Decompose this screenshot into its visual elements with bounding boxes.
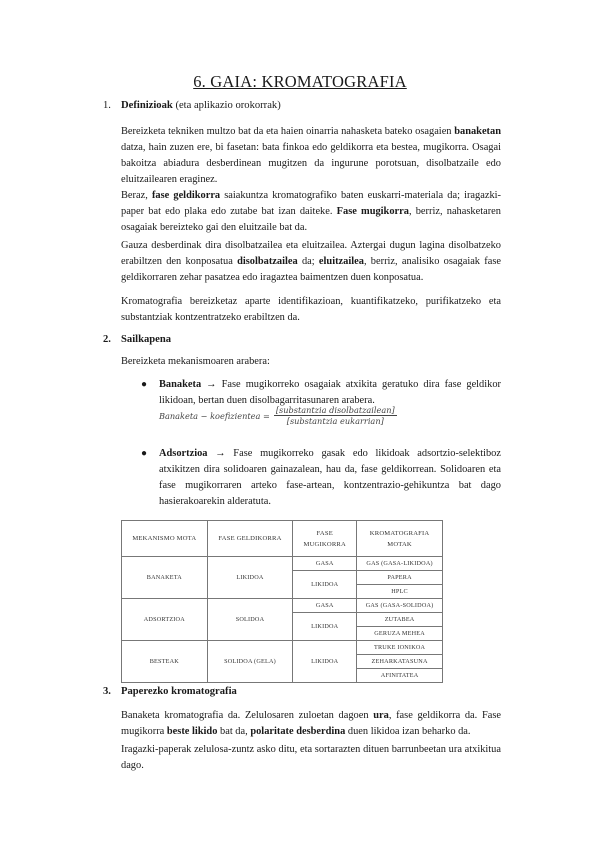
text-span: Banaketa kromatografia da. Zelulosaren zuloetan dagoen (121, 710, 374, 721)
section-2-number: 2. (103, 334, 111, 345)
bullet-dot: ● (141, 448, 148, 459)
text-span: , berriz, analisiko osagaiak fase geldikorraren zehar pasatzea edo iragaztea baimentzen duen konposatua. (121, 256, 501, 283)
table-cell: LIKIDOA (207, 557, 293, 599)
section-3-paragraph-2: Iragazki-paperak zelulosa-zuntz asko ditu, eta sortarazten dituen barrunbeetan ura atxikitua dago. (121, 744, 501, 771)
text-span: da; (297, 256, 319, 267)
table-cell: SOLIDOA (207, 599, 293, 641)
section-1-title: Definizioak (121, 100, 173, 111)
text-span: , fase geldikorra da. Fase mugikorra (121, 710, 501, 737)
bold-term: Fase mugikorra (336, 206, 409, 217)
table-cell: ZEHARKATASUNA (357, 655, 443, 669)
section-3-heading (103, 684, 237, 700)
header-mobile-phase: FASE MUGIKORRA (293, 521, 357, 557)
text-span: bat da, (217, 726, 251, 737)
text-span: Gauza desberdinak dira disolbatzailea eta eluitzailea. Aztergai dugun lagina disolbatzeko erabiltzen den konposatua (121, 240, 501, 267)
partition-coefficient-formula (159, 405, 501, 426)
bold-term: polaritate desberdina (250, 726, 346, 737)
header-stationary-phase: FASE GELDIKORRA (207, 521, 293, 557)
formula-lhs: Banaketa − koefizientea = (159, 410, 270, 421)
section-1-subtitle: (eta aplikazio orokorrak) (172, 100, 281, 111)
text-span: saiakuntza kromatografiko baten euskarri-materiala da; iragazki-paper bat edo plaka edo zutabe bat izan daiteke. (121, 190, 502, 217)
bold-term: banaketan (454, 126, 501, 137)
bold-term: fase geldikorra (151, 190, 221, 201)
section-1-paragraph-2 (121, 188, 501, 236)
section-2-intro: Bereizketa mekanismoaren arabera: (121, 356, 270, 367)
formula-numerator: [substantzia disolbatzailean] (275, 405, 395, 415)
table-cell: GASA (293, 599, 357, 613)
section-1-paragraph-3 (121, 238, 501, 286)
text-span: Fase mugikorreko gasak edo likidoak adsortzio-selektiboz atxikitzen dira solidoaren gainazalean, hau da, fase geldikorrean. Solidoaren eta fase mugikorraren arteko fase-artean, kontzentrazio-gehikuntza bat dago hasierakoarekin alderatuta. (159, 448, 501, 507)
table-cell: ADSORTZIOA (122, 599, 208, 641)
section-1-heading (103, 98, 281, 114)
section-1-paragraph-4: Kromatografia bereizketaz aparte identifikazioan, kuantifikatzeko, purifikatzeko eta substantziak kontzentratzeko erabiltzen da. (121, 296, 501, 323)
table-row (122, 557, 443, 571)
section-1-paragraph-1 (121, 124, 501, 188)
table-cell: PAPERA (357, 571, 443, 585)
table-cell: SOLIDOA (GELA) (207, 641, 293, 683)
table-cell: GERUZA MEHEA (357, 627, 443, 641)
bold-term: ura (373, 710, 389, 721)
header-chromatography-types: KROMATOGRAFIA MOTAK (357, 521, 443, 557)
section-1-number: 1. (103, 100, 111, 111)
section-3-number: 3. (103, 686, 111, 697)
bold-term: Adsortzioa → (159, 448, 226, 459)
text-span: Beraz, (121, 190, 152, 201)
table-cell: GAS (GASA-SOLIDOA) (357, 599, 443, 613)
text-span: Fase mugikorreko osagaiak atxikita geratuko dira fase geldikor likidoan, bertan duen disolbagarritasunaren arabera. (159, 379, 501, 406)
chromatography-types-table (121, 520, 443, 683)
text-span: datza, hain zuzen ere, bi fasetan: bata finkoa edo geldikorra eta bestea, mugikorra. Osagai bakoitza abiadura desberdinean mugitzen da ingurune porotsuan, disolbatzaile edo eluitzailearen eraginez. (121, 142, 501, 185)
table-row (122, 599, 443, 613)
table-cell: BANAKETA (122, 557, 208, 599)
page-title: 6. GAIA: KROMATOGRAFIA (193, 72, 407, 91)
table-cell: GASA (293, 557, 357, 571)
table-cell: AFINITATEA (357, 669, 443, 683)
section-2-title: Sailkapena (121, 334, 172, 345)
bold-term: beste likido (166, 726, 218, 737)
table-cell: LIKIDOA (293, 613, 357, 641)
table-cell: GAS (GASA-LIKIDOA) (357, 557, 443, 571)
text-span: Bereizketa tekniken multzo bat da eta haien oinarria nahasketa bateko osagaien (121, 126, 455, 137)
bold-term: disolbatzailea (237, 256, 298, 267)
bullet-adsortzioa (159, 446, 501, 510)
table-cell: HPLC (357, 585, 443, 599)
table-cell: ZUTABEA (357, 613, 443, 627)
formula-denominator: [substantzia eukarrian] (286, 416, 384, 426)
bold-term: eluitzailea (318, 256, 364, 267)
header-mechanism: MEKANISMO MOTA (122, 521, 208, 557)
table-cell: TRUKE IONIKOA (357, 641, 443, 655)
table-header-row (122, 521, 443, 557)
text-span: , berriz, nahasketaren osagaiak bereizteko gai den eluitzaile bat da. (121, 206, 501, 233)
section-3-title: Paperezko kromatografia (121, 686, 237, 697)
bullet-dot: ● (141, 379, 148, 390)
table-cell: LIKIDOA (293, 641, 357, 683)
text-span: duen likidoa izan beharko da. (345, 726, 471, 737)
formula-fraction (274, 405, 397, 426)
table-cell: BESTEAK (122, 641, 208, 683)
section-2-heading (103, 332, 171, 348)
table-cell: LIKIDOA (293, 571, 357, 599)
table-row (122, 641, 443, 655)
bold-term: Banaketa → (159, 379, 217, 390)
section-3-paragraph-1 (121, 708, 501, 740)
